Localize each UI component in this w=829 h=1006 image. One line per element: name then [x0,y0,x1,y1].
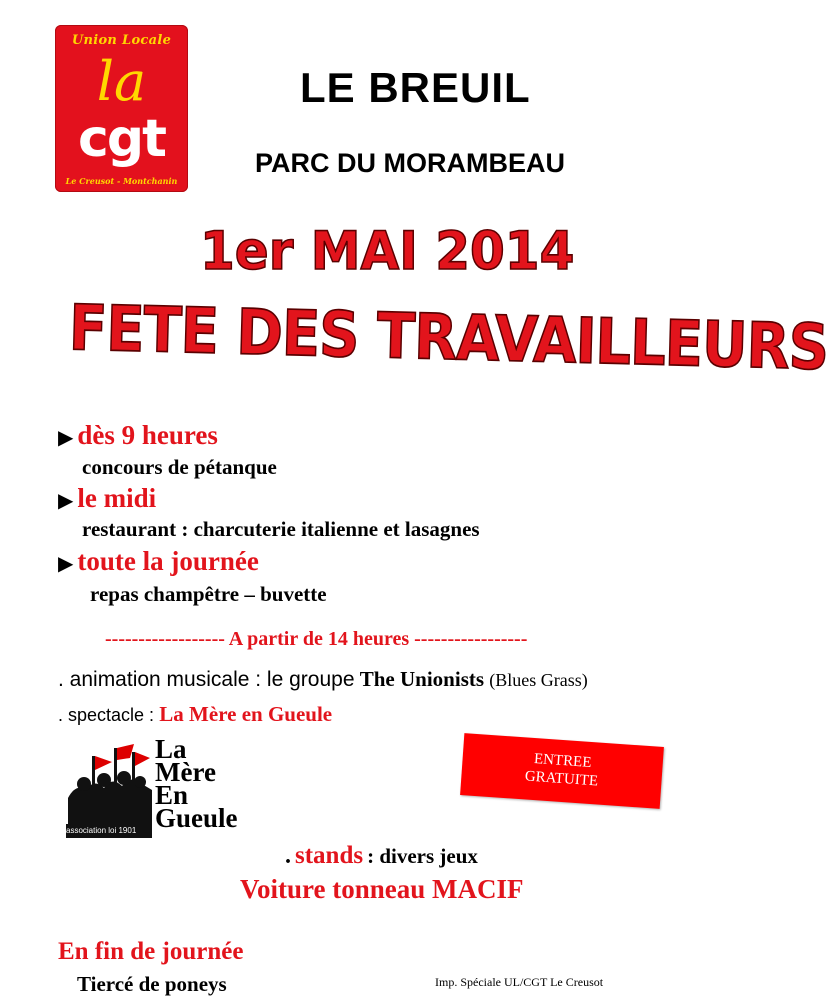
band-genre: (Blues Grass) [489,670,588,690]
band-name: The Unionists [359,667,485,691]
stands-dot: . [285,843,291,869]
free-entry-badge [460,733,664,809]
badge-text [461,745,663,795]
event-title: FETE DES TRAVAILLEURS [68,292,829,385]
schedule-time: le midi [77,483,157,513]
play-arrow-icon: ▶ [58,425,74,449]
schedule-desc: restaurant : charcuterie italienne et lasagnes [82,517,480,541]
band-logo-line: Gueule [155,803,238,833]
band-logo-line: En [155,780,189,810]
play-arrow-icon: ▶ [58,488,74,512]
schedule-item-1 [58,420,218,451]
schedule-desc: concours de pétanque [82,455,277,479]
stands-line [285,842,478,870]
stands-rest: : divers jeux [367,844,478,868]
event-date: 1er MAI 2014 [200,220,575,282]
logo-place: Le Creusot - Montchanin [65,176,178,186]
logo-cgt: cgt [78,109,165,169]
logo-la: la [96,50,147,113]
park-subtitle: PARC DU MORAMBEAU [255,148,565,178]
printer-credit: Imp. Spéciale UL/CGT Le Creusot [435,975,604,989]
macif-line: Voiture tonneau MACIF [240,874,524,904]
schedule-desc: repas champêtre – buvette [90,582,327,606]
band-logo-line: Mère [155,757,216,787]
spectacle-prefix: . spectacle : [58,705,155,725]
schedule-item-3 [58,546,259,577]
band-logo-text [155,734,238,833]
cgt-logo [55,25,188,192]
logo-union-locale: Union Locale [71,33,172,48]
schedule-item-2 [58,483,156,514]
animation-prefix: . animation musicale : le groupe [58,668,355,691]
spectacle-line [58,702,332,727]
band-logo-line: La [155,734,187,764]
band-assoc-text: association loi 1901 [66,826,137,835]
afternoon-header: ------------------ A partir de 14 heures ----------------- [105,628,528,650]
schedule-time: toute la journée [77,546,259,576]
end-desc: Tiercé de poneys [77,972,227,996]
play-arrow-icon: ▶ [58,551,74,575]
badge-line: GRATUITE [524,768,599,790]
spectacle-name: La Mère en Gueule [159,702,333,726]
town-title: LE BREUIL [300,64,531,111]
schedule-time: dès 9 heures [77,420,218,450]
animation-line [58,667,588,692]
stands-label: stands [295,842,364,869]
badge-line: ENTREE [533,751,592,772]
end-title: En fin de journée [58,938,244,965]
